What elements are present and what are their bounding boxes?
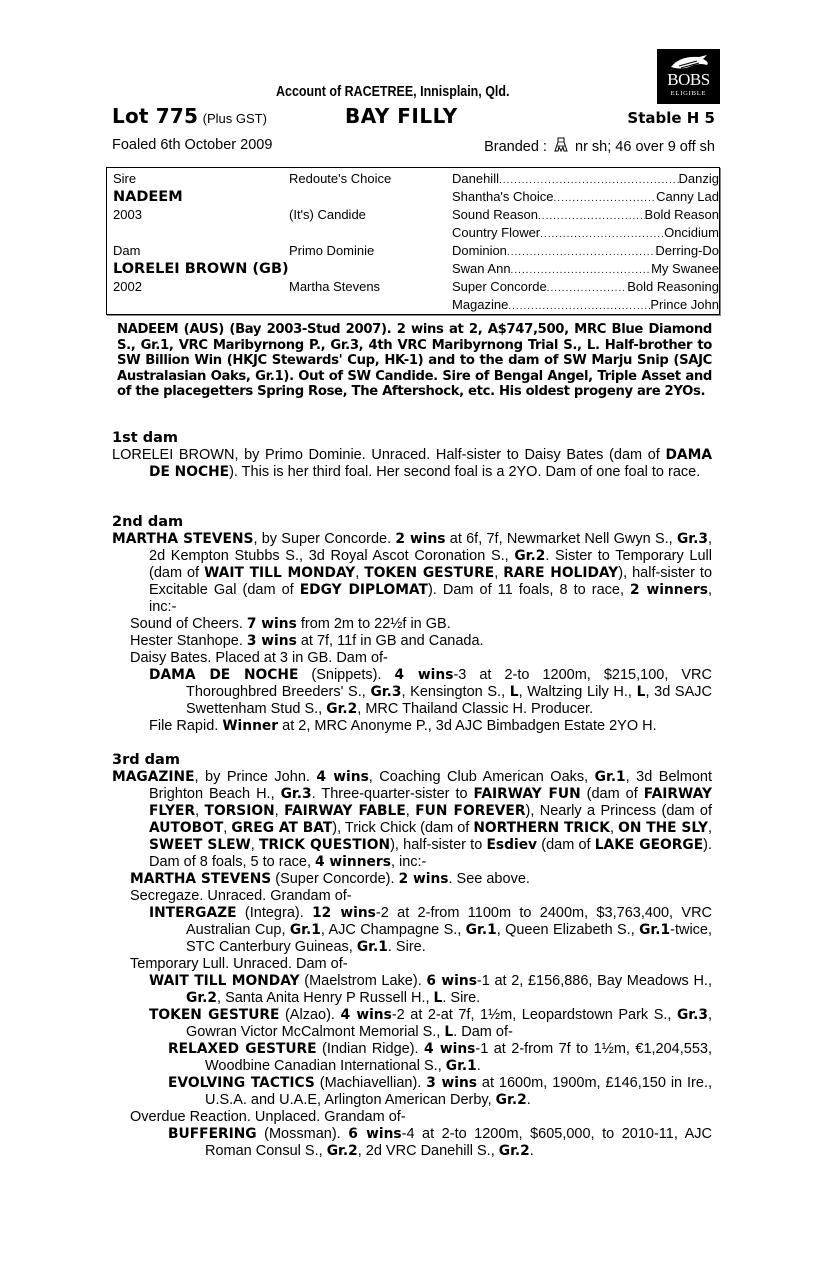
pedigree-first-generation: 2003 bbox=[113, 207, 142, 222]
bold-text: 3 wins bbox=[246, 633, 297, 649]
text: , 2d VRC Danehill S., bbox=[357, 1143, 499, 1159]
text: (Snippets). bbox=[298, 667, 395, 683]
text: from 2m to 22½f in GB. bbox=[296, 616, 451, 632]
leader-dots bbox=[508, 296, 650, 316]
pedigree-row bbox=[113, 296, 719, 314]
ancestor-sire: Oncidium bbox=[664, 225, 719, 240]
ancestor-name: Super Concorde bbox=[452, 279, 547, 294]
lot-heading bbox=[112, 104, 267, 128]
stable-location: Stable H 5 bbox=[627, 109, 715, 127]
bold-text: WAIT TILL MONDAY bbox=[149, 973, 300, 989]
leader-dots bbox=[538, 206, 645, 226]
text: Overdue Reaction. Unplaced. Grandam of- bbox=[130, 1109, 406, 1125]
pedigree-entry bbox=[112, 956, 712, 973]
pedigree-row bbox=[113, 224, 719, 242]
pedigree-second-generation: Martha Stevens bbox=[289, 279, 381, 294]
pedigree-entry bbox=[112, 667, 712, 718]
pedigree-second-generation: Primo Dominie bbox=[289, 243, 375, 258]
pedigree-third-generation bbox=[452, 188, 719, 208]
text: . bbox=[529, 1143, 534, 1159]
text: . bbox=[526, 1092, 531, 1108]
section-heading: 1st dam bbox=[112, 430, 178, 446]
bold-text: EVOLVING TACTICS bbox=[168, 1075, 315, 1091]
text: , by Super Concorde. bbox=[253, 531, 396, 547]
pedigree-second-generation: Redoute's Choice bbox=[289, 171, 392, 186]
bold-text: TORSION bbox=[204, 803, 275, 819]
pedigree-entry bbox=[112, 1126, 712, 1160]
bold-text: DAMA DE NOCHE bbox=[149, 447, 712, 480]
text: . Dam of- bbox=[453, 1024, 513, 1040]
bold-text: 4 wins bbox=[316, 769, 369, 785]
lot-number: Lot 775 bbox=[112, 104, 199, 128]
text: , bbox=[195, 803, 205, 819]
bold-text: 2 wins bbox=[395, 531, 446, 547]
text: ). Dam of 11 foals, 8 to race, bbox=[427, 582, 631, 598]
text: -3 at 2-to 1200m, $215,100, VRC Thoroughbred Breeders' S., bbox=[186, 667, 712, 700]
bold-text: 6 wins bbox=[426, 973, 477, 989]
pedigree-entry bbox=[112, 1007, 712, 1041]
bold-text: Gr.2 bbox=[326, 1143, 358, 1159]
ancestor-name: Country Flower bbox=[452, 225, 541, 240]
text: ). Dam of 8 foals, 5 to race, bbox=[149, 837, 713, 870]
pedigree-entry bbox=[112, 531, 712, 616]
pedigree-entry bbox=[112, 650, 712, 667]
pedigree-first-generation: 2002 bbox=[113, 279, 142, 294]
pedigree-entry bbox=[112, 888, 712, 905]
bobs-eligible-logo bbox=[657, 49, 720, 104]
pedigree-row bbox=[113, 260, 719, 278]
bold-text: MARTHA STEVENS bbox=[130, 871, 272, 887]
bold-text: 12 wins bbox=[312, 905, 376, 921]
text: . See above. bbox=[448, 871, 530, 887]
bold-text: 7 wins bbox=[246, 616, 297, 632]
pedigree-first-generation: Dam bbox=[113, 243, 141, 258]
leader-dots bbox=[547, 278, 628, 298]
bold-text: LAKE GEORGE bbox=[594, 837, 704, 853]
branded-info bbox=[484, 137, 715, 155]
bold-text: 4 wins bbox=[424, 1041, 476, 1057]
ancestor-name: Swan Ann bbox=[452, 261, 511, 276]
text: , by Prince John. bbox=[194, 769, 317, 785]
brand-mark-icon bbox=[554, 137, 568, 153]
text: ). This is her third foal. Her second foal is a 2YO. Dam of one foal to race. bbox=[229, 464, 701, 480]
leader-dots bbox=[554, 188, 657, 208]
branded-label: Branded : bbox=[484, 139, 547, 155]
section-heading: 3rd dam bbox=[112, 752, 180, 768]
bold-text: Gr.1 bbox=[356, 939, 388, 955]
text: -twice, STC Canterbury Guineas, bbox=[186, 922, 713, 955]
bold-text: Esdiev bbox=[486, 837, 538, 853]
pedigree-third-generation bbox=[452, 224, 719, 244]
text: , bbox=[494, 565, 504, 581]
pedigree-entry bbox=[112, 1075, 712, 1109]
text: ), Trick Chick (dam of bbox=[332, 820, 474, 836]
text: Secregaze. Unraced. Grandam of- bbox=[130, 888, 352, 904]
bold-text: Gr.3 bbox=[280, 786, 312, 802]
section-entries bbox=[112, 769, 712, 1160]
text: . Sister to Temporary Lull (dam of bbox=[149, 548, 712, 581]
bold-text: 4 wins bbox=[340, 1007, 392, 1023]
pedigree-third-generation bbox=[452, 170, 719, 190]
foaled-date: Foaled 6th October 2009 bbox=[112, 137, 273, 153]
bold-text: EDGY DIPLOMAT bbox=[299, 582, 428, 598]
logo-subtext: ELIGIBLE bbox=[670, 90, 707, 97]
pedigree-entry bbox=[112, 871, 712, 888]
text: . Three-quarter-sister to bbox=[311, 786, 474, 802]
text: , AJC Champagne S., bbox=[320, 922, 466, 938]
sire-summary: NADEEM (AUS) (Bay 2003-Stud 2007). 2 wins at 2, A$747,500, MRC Blue Diamond S., Gr.1, VRC Maribyrnong P., Gr.3, 4th VRC Maribyrnong Trial S., L. Half-brother to SW Billion Win (HKJC Stewards' Cup, HK-1) and to the dam of SW Marju Snip (SAJC Australasian Oaks, Gr.1). Out of SW Candide. Sire of Bengal Angel, Triple Asset and of the placegetters Spring Rose, The Aftershock, etc. His oldest progeny are 2YOs. bbox=[117, 322, 712, 399]
ancestor-sire: My Swanee bbox=[651, 261, 719, 276]
bold-text: 4 wins bbox=[394, 667, 454, 683]
text: , bbox=[707, 820, 713, 836]
text: ), half-sister to Excitable Gal (dam of bbox=[149, 565, 713, 598]
text: , inc:- bbox=[149, 582, 712, 615]
bold-text: MAGAZINE bbox=[112, 769, 195, 785]
text: (Machiavellian). bbox=[314, 1075, 427, 1091]
pedigree-row bbox=[113, 278, 719, 296]
ancestor-name: Shantha's Choice bbox=[452, 189, 554, 204]
section-entries bbox=[112, 447, 712, 481]
text: , bbox=[250, 837, 259, 853]
ancestor-name: Dominion bbox=[452, 243, 507, 258]
text: ), Nearly a Princess (dam of bbox=[525, 803, 713, 819]
bold-text: L bbox=[444, 1024, 454, 1040]
colour-sex: BAY FILLY bbox=[345, 104, 458, 128]
text: , Coaching Club American Oaks, bbox=[368, 769, 595, 785]
pedigree-third-generation bbox=[452, 278, 719, 298]
text: ), half-sister to bbox=[390, 837, 487, 853]
bold-text: 6 wins bbox=[348, 1126, 402, 1142]
third-dam-section bbox=[112, 752, 712, 1160]
pedigree-entry bbox=[112, 973, 712, 1007]
text: at 2, MRC Anonyme P., 3d AJC Bimbadgen Estate 2YO H. bbox=[278, 718, 657, 734]
ancestor-sire: Bold Reasoning bbox=[627, 279, 719, 294]
ancestor-sire: Prince John bbox=[650, 297, 719, 312]
bold-text: Winner bbox=[222, 718, 279, 734]
text: , 3d Belmont Brighton Beach H., bbox=[149, 769, 712, 802]
text: -1 at 2, £156,886, Bay Meadows H., bbox=[476, 973, 712, 989]
bold-text: 2 wins bbox=[398, 871, 449, 887]
bold-text: NORTHERN TRICK bbox=[473, 820, 611, 836]
text: , Gowran Victor McCalmont Memorial S., bbox=[186, 1007, 712, 1040]
bold-text: Gr.1 bbox=[289, 922, 321, 938]
pedigree-first-generation: Sire bbox=[113, 171, 137, 186]
pedigree-row bbox=[113, 170, 719, 188]
bold-text: DAMA DE NOCHE bbox=[149, 667, 299, 683]
leader-dots bbox=[499, 170, 679, 190]
text: -2 at 2-from 1100m to 2400m, $3,763,400, VRC Australian Cup, bbox=[186, 905, 713, 938]
ancestor-name: Sound Reason bbox=[452, 207, 539, 222]
text: , 2d Kempton Stubbs S., 3d Royal Ascot Coronation S., bbox=[149, 531, 712, 564]
text: (dam of bbox=[537, 837, 595, 853]
bold-text: 4 winners bbox=[315, 854, 391, 870]
text: (Alzao). bbox=[279, 1007, 341, 1023]
ancestor-sire: Canny Lad bbox=[656, 189, 719, 204]
text: -2 at 2-at 7f, 1½m, Leopardstown Park S., bbox=[391, 1007, 677, 1023]
bold-text: TOKEN GESTURE bbox=[364, 565, 495, 581]
bold-text: Gr.2 bbox=[186, 990, 218, 1006]
lot-gst-note: (Plus GST) bbox=[202, 111, 267, 126]
text: , bbox=[405, 803, 416, 819]
text: Temporary Lull. Unraced. Dam of- bbox=[130, 956, 348, 972]
pedigree-entry bbox=[112, 1109, 712, 1126]
bold-text: Gr.2 bbox=[326, 701, 358, 717]
text: -1 at 2-from 7f to 1½m, €1,204,553, Woodbine Canadian International S., bbox=[205, 1041, 712, 1074]
pedigree-entry bbox=[112, 718, 712, 735]
text: File Rapid. bbox=[149, 718, 223, 734]
bold-text: Gr.1 bbox=[445, 1058, 477, 1074]
text: . Sire. bbox=[387, 939, 426, 955]
pedigree-entry bbox=[112, 769, 712, 871]
text: , Waltzing Lily H., bbox=[518, 684, 637, 700]
pedigree-row bbox=[113, 206, 719, 224]
text: LORELEI BROWN, by Primo Dominie. Unraced. Half-sister to Daisy Bates (dam of bbox=[112, 447, 666, 463]
bold-text: Gr.2 bbox=[514, 548, 546, 564]
text: (dam of bbox=[580, 786, 644, 802]
bold-text: 3 wins bbox=[426, 1075, 478, 1091]
bold-text: FUN FOREVER bbox=[415, 803, 526, 819]
bold-text: INTERGAZE bbox=[149, 905, 237, 921]
bold-text: Gr.1 bbox=[465, 922, 497, 938]
pedigree-third-generation bbox=[452, 242, 719, 262]
pedigree-row bbox=[113, 242, 719, 260]
leader-dots bbox=[511, 260, 652, 280]
bold-text: BUFFERING bbox=[168, 1126, 257, 1142]
branded-detail: nr sh; 46 over 9 off sh bbox=[575, 139, 715, 155]
vendor-account: Account of RACETREE, Innisplain, Qld. bbox=[276, 84, 510, 100]
text: , MRC Thailand Classic H. Producer. bbox=[357, 701, 594, 717]
text: at 6f, 7f, Newmarket Nell Gwyn S., bbox=[445, 531, 677, 547]
bold-text: FAIRWAY FLYER bbox=[149, 786, 712, 819]
second-dam-section bbox=[112, 514, 712, 735]
bold-text: Gr.3 bbox=[676, 1007, 708, 1023]
leader-dots bbox=[540, 224, 664, 244]
ancestor-name: Danehill bbox=[452, 171, 499, 186]
text: , inc:- bbox=[390, 854, 427, 870]
bold-text: MARTHA STEVENS bbox=[112, 531, 254, 547]
text: , bbox=[610, 820, 619, 836]
pedigree-entry bbox=[112, 633, 712, 650]
pedigree-row bbox=[113, 188, 719, 206]
bold-text: TRICK QUESTION bbox=[259, 837, 391, 853]
pedigree-entry bbox=[112, 1041, 712, 1075]
pedigree-first-generation: LORELEI BROWN (GB) bbox=[113, 261, 289, 277]
text: . Sire. bbox=[442, 990, 481, 1006]
pedigree-third-generation bbox=[452, 296, 719, 316]
bold-text: AUTOBOT bbox=[149, 820, 224, 836]
text: , bbox=[355, 565, 365, 581]
bold-text: TOKEN GESTURE bbox=[149, 1007, 280, 1023]
bold-text: Gr.2 bbox=[498, 1143, 530, 1159]
text: , bbox=[223, 820, 232, 836]
pedigree-third-generation bbox=[452, 260, 719, 280]
section-entries bbox=[112, 531, 712, 735]
bold-text: L bbox=[433, 990, 443, 1006]
bold-text: FAIRWAY FABLE bbox=[284, 803, 406, 819]
text: -4 at 2-to 1200m, $605,000, to 2010-11, AJC Roman Consul S., bbox=[205, 1126, 713, 1159]
text: (Indian Ridge). bbox=[316, 1041, 425, 1057]
text: , Queen Elizabeth S., bbox=[496, 922, 640, 938]
text: (Super Concorde). bbox=[271, 871, 399, 887]
leader-dots bbox=[507, 242, 656, 262]
bold-text: 2 winners bbox=[630, 582, 708, 598]
bold-text: FAIRWAY FUN bbox=[473, 786, 581, 802]
text: Hester Stanhope. bbox=[130, 633, 247, 649]
text: (Mossman). bbox=[256, 1126, 349, 1142]
ancestor-sire: Bold Reason bbox=[644, 207, 719, 222]
text: at 7f, 11f in GB and Canada. bbox=[296, 633, 484, 649]
pedigree-entry bbox=[112, 447, 712, 481]
bold-text: Gr.1 bbox=[594, 769, 626, 785]
bold-text: WAIT TILL MONDAY bbox=[204, 565, 356, 581]
text: , 3d SAJC Swettenham Stud S., bbox=[186, 684, 712, 717]
pedigree-entry bbox=[112, 905, 712, 956]
ancestor-name: Magazine bbox=[452, 297, 509, 312]
bold-text: RARE HOLIDAY bbox=[503, 565, 619, 581]
bold-text: Gr.3 bbox=[370, 684, 402, 700]
pedigree-entry bbox=[112, 616, 712, 633]
bold-text: L bbox=[509, 684, 519, 700]
bold-text: RELAXED GESTURE bbox=[168, 1041, 317, 1057]
ancestor-sire: Derring-Do bbox=[655, 243, 719, 258]
pedigree-second-generation: (It's) Candide bbox=[289, 207, 366, 222]
first-dam-section bbox=[112, 430, 712, 481]
text: (Maelstrom Lake). bbox=[299, 973, 427, 989]
section-heading: 2nd dam bbox=[112, 514, 184, 530]
logo-text: BOBS bbox=[667, 70, 710, 89]
text: . bbox=[476, 1058, 481, 1074]
bold-text: Gr.3 bbox=[676, 531, 708, 547]
bold-text: SWEET SLEW bbox=[149, 837, 251, 853]
text: , Kensington S., bbox=[401, 684, 510, 700]
pedigree-third-generation bbox=[452, 206, 719, 226]
text: (Integra). bbox=[236, 905, 313, 921]
bold-text: Gr.2 bbox=[495, 1092, 527, 1108]
pedigree-first-generation: NADEEM bbox=[113, 189, 183, 205]
bold-text: L bbox=[636, 684, 646, 700]
bold-text: GREG AT BAT bbox=[231, 820, 333, 836]
text: , Santa Anita Henry P Russell H., bbox=[217, 990, 434, 1006]
text: Sound of Cheers. bbox=[130, 616, 247, 632]
text: Daisy Bates. Placed at 3 in GB. Dam of- bbox=[130, 650, 388, 666]
ancestor-sire: Danzig bbox=[678, 171, 719, 186]
bold-text: Gr.1 bbox=[639, 922, 671, 938]
pedigree-table bbox=[106, 167, 720, 315]
bold-text: ON THE SLY bbox=[618, 820, 708, 836]
text: at 1600m, 1900m, £146,150 in Ire., U.S.A. and U.A.E, Arlington American Derby, bbox=[205, 1075, 713, 1108]
text: , bbox=[274, 803, 285, 819]
